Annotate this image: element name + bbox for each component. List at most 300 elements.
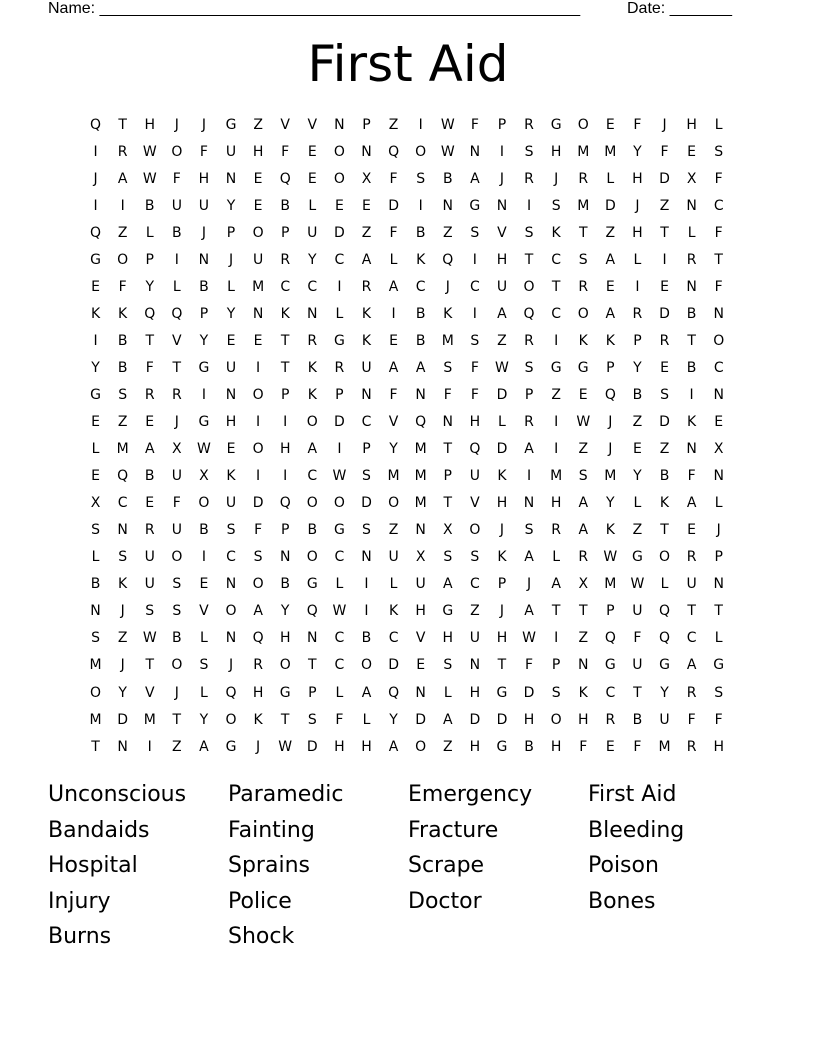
grid-letter: I: [256, 468, 261, 485]
grid-letter: N: [117, 522, 128, 539]
grid-letter: C: [117, 495, 128, 512]
grid-letter: J: [526, 576, 532, 593]
grid-letter: P: [606, 603, 615, 620]
grid-letter: G: [225, 738, 237, 755]
grid-letter: I: [201, 386, 206, 403]
grid-letter: S: [443, 359, 453, 376]
grid-letter: G: [90, 251, 101, 268]
grid-letter: D: [496, 386, 508, 403]
grid-letter: Z: [551, 386, 561, 403]
grid-letter: O: [252, 576, 264, 593]
grid-letter: K: [361, 305, 372, 322]
grid-letter: Z: [659, 441, 670, 458]
grid-letter: W: [495, 359, 509, 376]
grid-letter: Z: [497, 332, 507, 349]
grid-letter: P: [633, 332, 642, 349]
grid-letter: R: [578, 170, 589, 187]
grid-letter: O: [306, 414, 318, 431]
grid-letter: L: [552, 549, 561, 566]
grid-letter: B: [659, 468, 670, 485]
grid-letter: M: [441, 332, 454, 349]
grid-letter: F: [389, 386, 398, 403]
grid-letter: M: [550, 468, 563, 485]
grid-letter: Y: [91, 359, 100, 376]
grid-letter: P: [226, 224, 236, 241]
grid-letter: C: [334, 657, 345, 674]
grid-letter: U: [632, 657, 643, 674]
grid-letter: Q: [225, 684, 237, 701]
grid-letter: N: [686, 197, 697, 214]
grid-letter: T: [280, 359, 290, 376]
grid-letter: T: [714, 251, 723, 268]
grid-letter: Q: [659, 630, 671, 647]
grid-letter: J: [635, 197, 640, 214]
grid-letter: J: [174, 684, 179, 701]
grid-letter: H: [550, 738, 562, 755]
grid-letter: M: [387, 468, 400, 485]
grid-letter: N: [307, 630, 318, 647]
grid-letter: H: [334, 738, 345, 755]
grid-letter: C: [226, 549, 236, 566]
grid-letter: Y: [389, 441, 398, 458]
grid-letter: S: [91, 522, 100, 539]
grid-letter: N: [252, 305, 264, 322]
grid-letter: N: [90, 603, 101, 620]
grid-letter: N: [442, 414, 453, 431]
grid-letter: Q: [144, 305, 156, 322]
grid-letter: W: [332, 468, 347, 485]
grid-letter: I: [201, 549, 206, 566]
grid-letter: T: [145, 657, 155, 674]
grid-letter: R: [686, 738, 697, 755]
word-list-item: Fracture: [408, 817, 499, 843]
grid-letter: L: [633, 495, 642, 512]
grid-letter: X: [199, 468, 209, 485]
grid-letter: C: [551, 305, 562, 322]
grid-letter: G: [631, 549, 643, 566]
grid-letter: J: [608, 441, 613, 458]
grid-letter: P: [443, 468, 452, 485]
grid-letter: E: [91, 414, 100, 431]
grid-letter: N: [361, 549, 372, 566]
grid-letter: W: [576, 414, 591, 431]
grid-letter: J: [662, 116, 667, 133]
grid-letter: Q: [415, 414, 427, 431]
grid-letter: C: [307, 278, 318, 295]
grid-letter: D: [361, 495, 372, 512]
grid-letter: O: [171, 143, 183, 160]
grid-letter: B: [686, 305, 697, 322]
grid-letter: B: [632, 711, 643, 728]
grid-letter: U: [469, 630, 480, 647]
grid-letter: U: [686, 576, 697, 593]
grid-letter: N: [577, 657, 589, 674]
grid-letter: H: [577, 711, 589, 728]
grid-letter: S: [524, 359, 534, 376]
grid-letter: L: [714, 495, 723, 512]
grid-letter: E: [714, 414, 724, 431]
grid-letter: P: [606, 359, 615, 376]
grid-letter: F: [633, 116, 642, 133]
grid-letter: F: [254, 522, 263, 539]
grid-letter: G: [333, 522, 345, 539]
grid-letter: E: [605, 278, 615, 295]
grid-letter: B: [415, 305, 426, 322]
grid-letter: L: [335, 305, 344, 322]
grid-letter: C: [605, 684, 616, 701]
grid-letter: F: [714, 170, 723, 187]
grid-letter: E: [145, 495, 155, 512]
grid-letter: F: [281, 143, 290, 160]
grid-letter: R: [551, 522, 561, 539]
grid-letter: M: [414, 468, 427, 485]
grid-letter: Y: [199, 332, 209, 349]
grid-letter: H: [469, 684, 481, 701]
grid-letter: I: [554, 441, 559, 458]
grid-letter: I: [256, 359, 261, 376]
grid-letter: I: [554, 414, 559, 431]
grid-letter: R: [171, 386, 182, 403]
grid-letter: L: [714, 630, 723, 647]
grid-letter: H: [252, 143, 264, 160]
grid-letter: E: [307, 170, 317, 187]
grid-letter: N: [117, 738, 128, 755]
grid-letter: A: [361, 251, 372, 268]
grid-letter: Y: [389, 711, 398, 728]
word-list-item: First Aid: [588, 782, 677, 807]
grid-letter: V: [497, 224, 507, 241]
grid-letter: H: [279, 630, 291, 647]
grid-letter: A: [578, 495, 589, 512]
grid-letter: J: [256, 738, 261, 755]
grid-letter: K: [497, 468, 507, 485]
date-field-label: Date: _______: [627, 0, 732, 17]
grid-letter: R: [253, 657, 263, 674]
grid-letter: S: [578, 251, 588, 268]
grid-letter: G: [550, 359, 562, 376]
grid-letter: O: [659, 549, 671, 566]
grid-letter: K: [118, 305, 128, 322]
word-list-item: Sprains: [228, 853, 310, 879]
grid-letter: U: [225, 359, 237, 376]
grid-letter: M: [604, 143, 617, 160]
grid-letter: D: [334, 414, 345, 431]
grid-letter: I: [283, 414, 288, 431]
grid-letter: T: [687, 603, 696, 620]
grid-letter: C: [334, 549, 345, 566]
grid-letter: O: [550, 711, 562, 728]
page-title: First Aid: [307, 35, 509, 93]
grid-letter: N: [225, 630, 237, 647]
grid-letter: K: [388, 603, 399, 620]
grid-letter: G: [577, 359, 589, 376]
grid-letter: W: [142, 630, 157, 647]
grid-letter: L: [308, 197, 317, 214]
grid-letter: L: [362, 711, 371, 728]
grid-letter: W: [440, 143, 455, 160]
grid-letter: Y: [199, 711, 209, 728]
grid-letter: K: [416, 251, 426, 268]
grid-letter: F: [118, 278, 127, 295]
grid-letter: S: [470, 332, 480, 349]
grid-letter: Y: [633, 359, 642, 376]
grid-letter: O: [333, 170, 345, 187]
grid-letter: V: [144, 684, 155, 701]
grid-letter: E: [226, 332, 236, 349]
grid-letter: U: [144, 549, 155, 566]
grid-letter: O: [388, 495, 400, 512]
grid-letter: L: [91, 549, 100, 566]
grid-letter: F: [687, 711, 696, 728]
grid-letter: A: [442, 576, 453, 593]
grid-letter: O: [415, 143, 427, 160]
grid-letter: H: [496, 495, 508, 512]
grid-letter: G: [90, 386, 101, 403]
grid-letter: T: [578, 603, 588, 620]
grid-letter: S: [362, 522, 371, 539]
grid-letter: N: [225, 576, 237, 593]
grid-letter: M: [604, 468, 617, 485]
grid-letter: S: [551, 197, 561, 214]
grid-letter: O: [279, 657, 291, 674]
grid-letter: T: [145, 332, 155, 349]
word-list-item: Burns: [48, 924, 112, 950]
grid-letter: J: [445, 278, 450, 295]
grid-letter: S: [578, 468, 588, 485]
grid-letter: O: [713, 332, 725, 349]
grid-letter: A: [253, 603, 263, 620]
grid-letter: H: [442, 630, 454, 647]
grid-letter: S: [118, 386, 128, 403]
grid-letter: X: [578, 576, 589, 593]
grid-letter: Z: [470, 603, 480, 620]
grid-letter: H: [632, 224, 643, 241]
grid-letter: B: [144, 197, 155, 214]
grid-letter: I: [391, 305, 396, 322]
grid-letter: A: [470, 170, 480, 187]
grid-letter: X: [90, 495, 101, 512]
grid-letter: J: [499, 170, 505, 187]
grid-letter: G: [469, 197, 481, 214]
grid-letter: U: [361, 359, 372, 376]
grid-letter: L: [145, 224, 154, 241]
grid-letter: A: [524, 441, 534, 458]
grid-letter: F: [470, 116, 479, 133]
grid-letter: Q: [90, 224, 102, 241]
grid-letter: L: [687, 224, 696, 241]
word-list-item: Shock: [228, 924, 295, 950]
word-list-item: Scrape: [408, 853, 485, 879]
grid-letter: E: [334, 197, 344, 214]
word-list-item: Bones: [588, 888, 656, 914]
grid-letter: Q: [90, 116, 102, 133]
grid-letter: R: [686, 684, 697, 701]
grid-letter: F: [714, 278, 723, 295]
grid-letter: O: [252, 386, 264, 403]
grid-letter: N: [415, 386, 426, 403]
grid-letter: R: [659, 332, 670, 349]
grid-letter: U: [415, 576, 426, 593]
grid-letter: F: [470, 359, 479, 376]
grid-letter: S: [524, 143, 534, 160]
grid-letter: O: [469, 522, 481, 539]
grid-letter: I: [418, 116, 423, 133]
grid-letter: Z: [578, 630, 589, 647]
grid-letter: K: [361, 332, 372, 349]
grid-letter: I: [120, 197, 125, 214]
grid-letter: F: [633, 630, 642, 647]
grid-letter: B: [199, 522, 209, 539]
grid-letter: I: [472, 251, 477, 268]
grid-letter: G: [496, 738, 508, 755]
grid-letter: B: [172, 630, 182, 647]
grid-letter: C: [551, 251, 562, 268]
grid-letter: A: [144, 441, 155, 458]
grid-letter: X: [442, 522, 453, 539]
grid-letter: M: [252, 278, 265, 295]
grid-letter: E: [687, 522, 697, 539]
grid-letter: Z: [632, 522, 643, 539]
grid-letter: S: [524, 224, 534, 241]
grid-letter: E: [226, 441, 236, 458]
grid-letter: G: [306, 576, 318, 593]
grid-letter: N: [415, 522, 426, 539]
grid-letter: N: [361, 143, 372, 160]
grid-letter: F: [335, 711, 344, 728]
grid-letter: Z: [605, 224, 616, 241]
grid-letter: Z: [388, 116, 399, 133]
grid-letter: H: [469, 414, 481, 431]
grid-letter: K: [605, 332, 615, 349]
grid-letter: G: [198, 359, 210, 376]
grid-letter: W: [142, 170, 157, 187]
grid-letter: C: [334, 251, 345, 268]
grid-letter: B: [280, 576, 290, 593]
grid-letter: O: [577, 305, 589, 322]
grid-letter: G: [496, 684, 508, 701]
grid-letter: D: [252, 495, 264, 512]
grid-letter: P: [714, 549, 723, 566]
grid-letter: S: [307, 711, 317, 728]
grid-letter: C: [415, 278, 426, 295]
grid-letter: L: [389, 576, 398, 593]
grid-letter: B: [280, 197, 290, 214]
grid-letter: B: [307, 522, 318, 539]
grid-letter: O: [333, 495, 345, 512]
grid-letter: Y: [226, 305, 236, 322]
grid-letter: S: [253, 549, 263, 566]
grid-letter: G: [604, 657, 616, 674]
grid-letter: T: [551, 603, 561, 620]
grid-letter: T: [443, 441, 453, 458]
grid-letter: U: [198, 197, 210, 214]
grid-letter: R: [632, 305, 643, 322]
grid-letter: T: [660, 522, 669, 539]
grid-letter: B: [415, 224, 426, 241]
grid-letter: H: [469, 738, 481, 755]
grid-letter: G: [713, 657, 725, 674]
grid-letter: R: [686, 549, 697, 566]
grid-letter: D: [496, 441, 508, 458]
grid-letter: D: [659, 414, 670, 431]
word-list-item: Emergency: [408, 782, 533, 807]
grid-letter: A: [524, 603, 534, 620]
grid-letter: G: [333, 332, 345, 349]
word-list-item: Hospital: [48, 853, 138, 879]
grid-letter: G: [659, 657, 670, 674]
grid-letter: F: [687, 468, 696, 485]
grid-letter: M: [414, 495, 427, 512]
grid-letter: V: [415, 630, 426, 647]
grid-letter: T: [443, 495, 453, 512]
grid-letter: Z: [117, 224, 128, 241]
grid-letter: Q: [117, 468, 129, 485]
grid-letter: O: [333, 143, 345, 160]
grid-letter: C: [307, 468, 318, 485]
grid-letter: F: [525, 657, 534, 674]
grid-letter: V: [388, 414, 399, 431]
grid-letter: N: [225, 170, 237, 187]
grid-letter: H: [632, 170, 643, 187]
grid-letter: N: [496, 197, 508, 214]
grid-letter: N: [686, 441, 697, 458]
grid-letter: D: [415, 711, 427, 728]
grid-letter: W: [278, 738, 293, 755]
grid-letter: R: [524, 116, 534, 133]
grid-letter: K: [443, 305, 453, 322]
grid-letter: L: [498, 414, 506, 431]
grid-letter: E: [416, 657, 426, 674]
grid-letter: R: [280, 251, 291, 268]
grid-letter: P: [362, 116, 371, 133]
grid-letter: E: [660, 278, 669, 295]
grid-letter: P: [308, 684, 317, 701]
grid-letter: K: [551, 224, 561, 241]
grid-letter: T: [578, 224, 588, 241]
header: [0, 0, 816, 20]
grid-letter: D: [117, 711, 129, 728]
grid-letter: H: [496, 251, 508, 268]
grid-letter: D: [523, 684, 535, 701]
grid-letter: I: [256, 414, 261, 431]
grid-letter: R: [605, 711, 616, 728]
grid-letter: B: [632, 386, 643, 403]
grid-letter: F: [660, 143, 669, 160]
grid-letter: A: [388, 738, 399, 755]
grid-letter: M: [89, 711, 102, 728]
grid-letter: F: [172, 495, 181, 512]
grid-letter: O: [225, 603, 237, 620]
grid-letter: J: [228, 657, 234, 674]
grid-letter: K: [497, 549, 507, 566]
grid-letter: S: [443, 657, 453, 674]
grid-letter: U: [144, 576, 155, 593]
grid-letter: E: [632, 441, 642, 458]
grid-letter: E: [91, 468, 100, 485]
word-list-item: Fainting: [228, 817, 315, 843]
grid-letter: B: [361, 630, 372, 647]
grid-letter: D: [334, 224, 345, 241]
grid-letter: U: [225, 495, 237, 512]
grid-letter: E: [145, 414, 155, 431]
grid-letter: I: [418, 197, 423, 214]
grid-letter: G: [198, 414, 210, 431]
grid-letter: H: [713, 738, 724, 755]
grid-letter: O: [117, 251, 129, 268]
grid-letter: J: [716, 522, 721, 539]
grid-letter: H: [550, 495, 562, 512]
grid-letter: S: [660, 386, 669, 403]
